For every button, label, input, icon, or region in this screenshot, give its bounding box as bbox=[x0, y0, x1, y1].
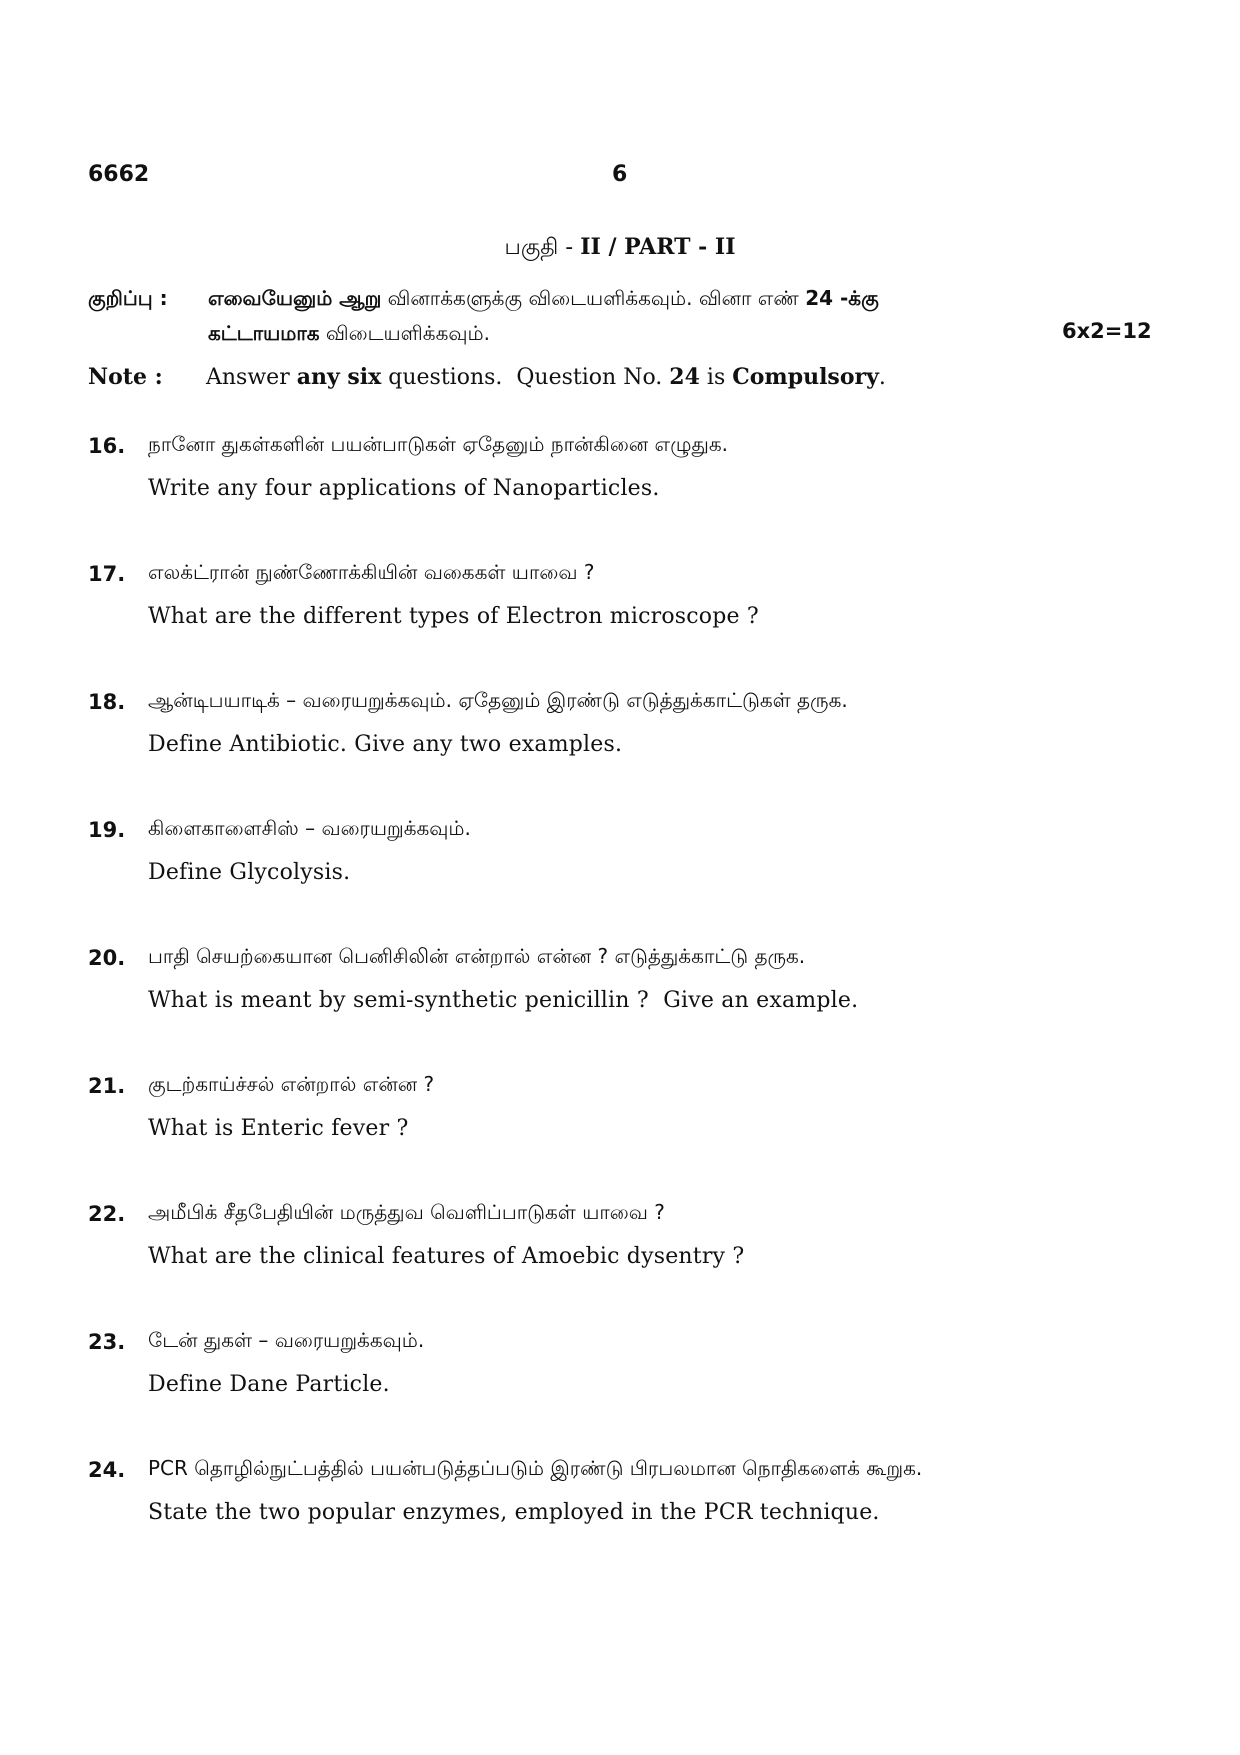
note-t3: is bbox=[699, 365, 733, 390]
question-english: Write any four applications of Nanoparticles. bbox=[148, 476, 660, 501]
note-t2: questions. Question No. bbox=[381, 365, 670, 390]
note-b3: Compulsory bbox=[732, 364, 879, 390]
part-heading-english: II / PART - II bbox=[580, 234, 736, 260]
page-number: 6 bbox=[612, 162, 628, 187]
part-heading-tamil: பகுதி - bbox=[504, 235, 581, 260]
question-number: 22. bbox=[88, 1202, 126, 1226]
question-number: 16. bbox=[88, 434, 126, 458]
question-english: Define Dane Particle. bbox=[148, 1372, 390, 1397]
question-number: 17. bbox=[88, 562, 126, 586]
question-tamil: அமீபிக் சீதபேதியின் மருத்துவ வெளிப்பாடுகள் யாவை ? bbox=[148, 1200, 665, 1224]
question-tamil: PCR தொழில்நுட்பத்தில் பயன்படுத்தப்படும் இரண்டு பிரபலமான நொதிகளைக் கூறுக. bbox=[148, 1456, 923, 1480]
question-english: What is meant by semi-synthetic penicillin ? Give an example. bbox=[148, 988, 859, 1013]
question-english: Define Antibiotic. Give any two examples. bbox=[148, 732, 623, 757]
question-english: What are the different types of Electron microscope ? bbox=[148, 604, 759, 629]
question-number: 20. bbox=[88, 946, 126, 970]
question-number: 23. bbox=[88, 1330, 126, 1354]
question-number: 19. bbox=[88, 818, 126, 842]
tamil-note-line1 bbox=[208, 286, 879, 313]
question-english: What are the clinical features of Amoebic dysentry ? bbox=[148, 1244, 745, 1269]
question-tamil: குடற்காய்ச்சல் என்றால் என்ன ? bbox=[148, 1072, 435, 1096]
english-note-label: Note : bbox=[88, 364, 163, 390]
tamil-note-bold1: எவையேனும் ஆறு bbox=[208, 286, 382, 310]
question-english: What is Enteric fever ? bbox=[148, 1116, 409, 1141]
question-tamil: பாதி செயற்கையான பெனிசிலின் என்றால் என்ன ? எடுத்துக்காட்டு தருக. bbox=[148, 944, 806, 968]
question-tamil: நானோ துகள்களின் பயன்பாடுகள் ஏதேனும் நான்கினை எழுதுக. bbox=[148, 432, 728, 456]
question-tamil: எலக்ட்ரான் நுண்ணோக்கியின் வகைகள் யாவை ? bbox=[148, 560, 595, 584]
question-number: 18. bbox=[88, 690, 126, 714]
note-b2: 24 bbox=[669, 364, 700, 390]
question-number: 21. bbox=[88, 1074, 126, 1098]
note-t1: Answer bbox=[206, 365, 297, 390]
part-heading bbox=[0, 234, 1240, 263]
paper-code: 6662 bbox=[88, 162, 150, 187]
tamil-note-bold2: 24 -க்கு bbox=[805, 286, 879, 310]
tamil-note-bold3: கட்டாயமாக bbox=[208, 321, 320, 345]
note-b1: any six bbox=[296, 364, 382, 390]
marks-allocation: 6x2=12 bbox=[1062, 319, 1152, 343]
tamil-note-line2 bbox=[208, 321, 490, 348]
tamil-note-text1: வினாக்களுக்கு விடையளிக்கவும். வினா எண் bbox=[381, 286, 806, 310]
question-number: 24. bbox=[88, 1458, 126, 1482]
question-english: Define Glycolysis. bbox=[148, 860, 351, 885]
question-english: State the two popular enzymes, employed in the PCR technique. bbox=[148, 1500, 880, 1525]
question-tamil: கிளைகாளைசிஸ் – வரையறுக்கவும். bbox=[148, 816, 471, 840]
tamil-note-label: குறிப்பு : bbox=[88, 286, 168, 310]
tamil-note-text2: விடையளிக்கவும். bbox=[319, 321, 490, 345]
english-note-text bbox=[206, 364, 886, 390]
note-t4: . bbox=[878, 365, 886, 390]
question-tamil: ஆன்டிபயாடிக் – வரையறுக்கவும். ஏதேனும் இரண்டு எடுத்துக்காட்டுகள் தருக. bbox=[148, 688, 848, 712]
question-tamil: டேன் துகள் – வரையறுக்கவும். bbox=[148, 1328, 425, 1352]
